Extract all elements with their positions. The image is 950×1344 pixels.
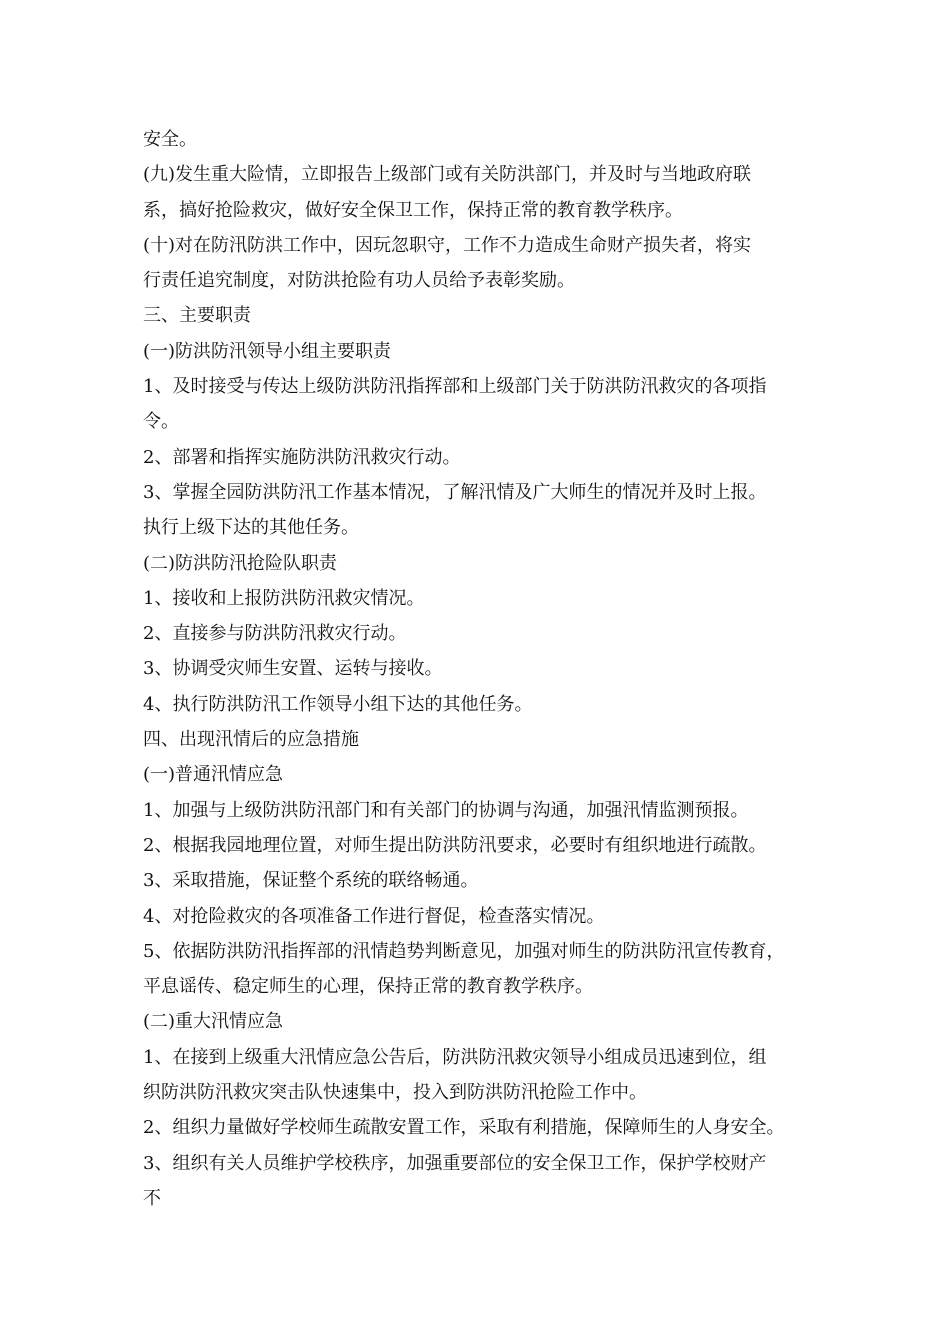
text-line: 2、直接参与防洪防汛救灾行动。 — [143, 623, 407, 645]
section-heading: 三、主要职责 — [143, 305, 251, 327]
text-line: (九)发生重大险情，立即报告上级部门或有关防洪部门，并及时与当地政府联 — [143, 164, 752, 186]
text-line: 4、对抢险救灾的各项准备工作进行督促，检查落实情况。 — [143, 905, 605, 927]
text-line: (十)对在防汛防洪工作中，因玩忽职守，工作不力造成生命财产损失者，将实 — [143, 234, 752, 256]
text-line: 安全。 — [143, 129, 197, 150]
text-line: 3、协调受灾师生安置、运转与接收。 — [143, 658, 443, 680]
text-line: 系，搞好抢险救灾，做好安全保卫工作，保持正常的教育教学秩序。 — [143, 199, 683, 221]
text-line: 2、部署和指挥实施防洪防汛救灾行动。 — [143, 446, 461, 468]
text-line: 1、加强与上级防洪防汛部门和有关部门的协调与沟通，加强汛情监测预报。 — [143, 799, 749, 821]
text-line: 令。 — [143, 411, 179, 433]
text-line: 平息谣传、稳定师生的心理，保持正常的教育教学秩序。 — [143, 976, 593, 998]
text-line: 3、组织有关人员维护学校秩序，加强重要部位的安全保卫工作，保护学校财产 — [143, 1152, 767, 1174]
text-line: 不 — [143, 1187, 161, 1209]
text-line: 1、及时接受与传达上级防洪防汛指挥部和上级部门关于防洪防汛救灾的各项指 — [143, 376, 767, 398]
text-line: 2、根据我园地理位置，对师生提出防洪防汛要求，必要时有组织地进行疏散。 — [143, 834, 767, 856]
text-line: 5、依据防洪防汛指挥部的汛情趋势判断意见，加强对师生的防洪防汛宣传教育， — [143, 940, 785, 962]
text-line: 1、在接到上级重大汛情应急公告后，防洪防汛救灾领导小组成员迅速到位，组 — [143, 1046, 767, 1068]
subsection-heading: (一)普通汛情应急 — [143, 764, 284, 786]
text-line: 4、执行防洪防汛工作领导小组下达的其他任务。 — [143, 693, 533, 715]
subsection-heading: (二)重大汛情应急 — [143, 1011, 284, 1033]
text-line: 执行上级下达的其他任务。 — [143, 517, 359, 539]
text-line: 2、组织力量做好学校师生疏散安置工作，采取有利措施，保障师生的人身安全。 — [143, 1117, 785, 1139]
text-line: 3、掌握全园防洪防汛工作基本情况，了解汛情及广大师生的情况并及时上报。 — [143, 481, 767, 503]
text-line: 1、接收和上报防洪防汛救灾情况。 — [143, 587, 425, 609]
subsection-heading: (二)防洪防汛抢险队职责 — [143, 552, 338, 574]
section-heading: 四、出现汛情后的应急措施 — [143, 729, 359, 751]
text-line: 行责任追究制度，对防洪抢险有功人员给予表彰奖励。 — [143, 270, 575, 292]
text-line: 织防洪防汛救灾突击队快速集中，投入到防洪防汛抢险工作中。 — [143, 1082, 647, 1104]
text-line: 3、采取措施，保证整个系统的联络畅通。 — [143, 870, 479, 892]
subsection-heading: (一)防洪防汛领导小组主要职责 — [143, 340, 392, 362]
